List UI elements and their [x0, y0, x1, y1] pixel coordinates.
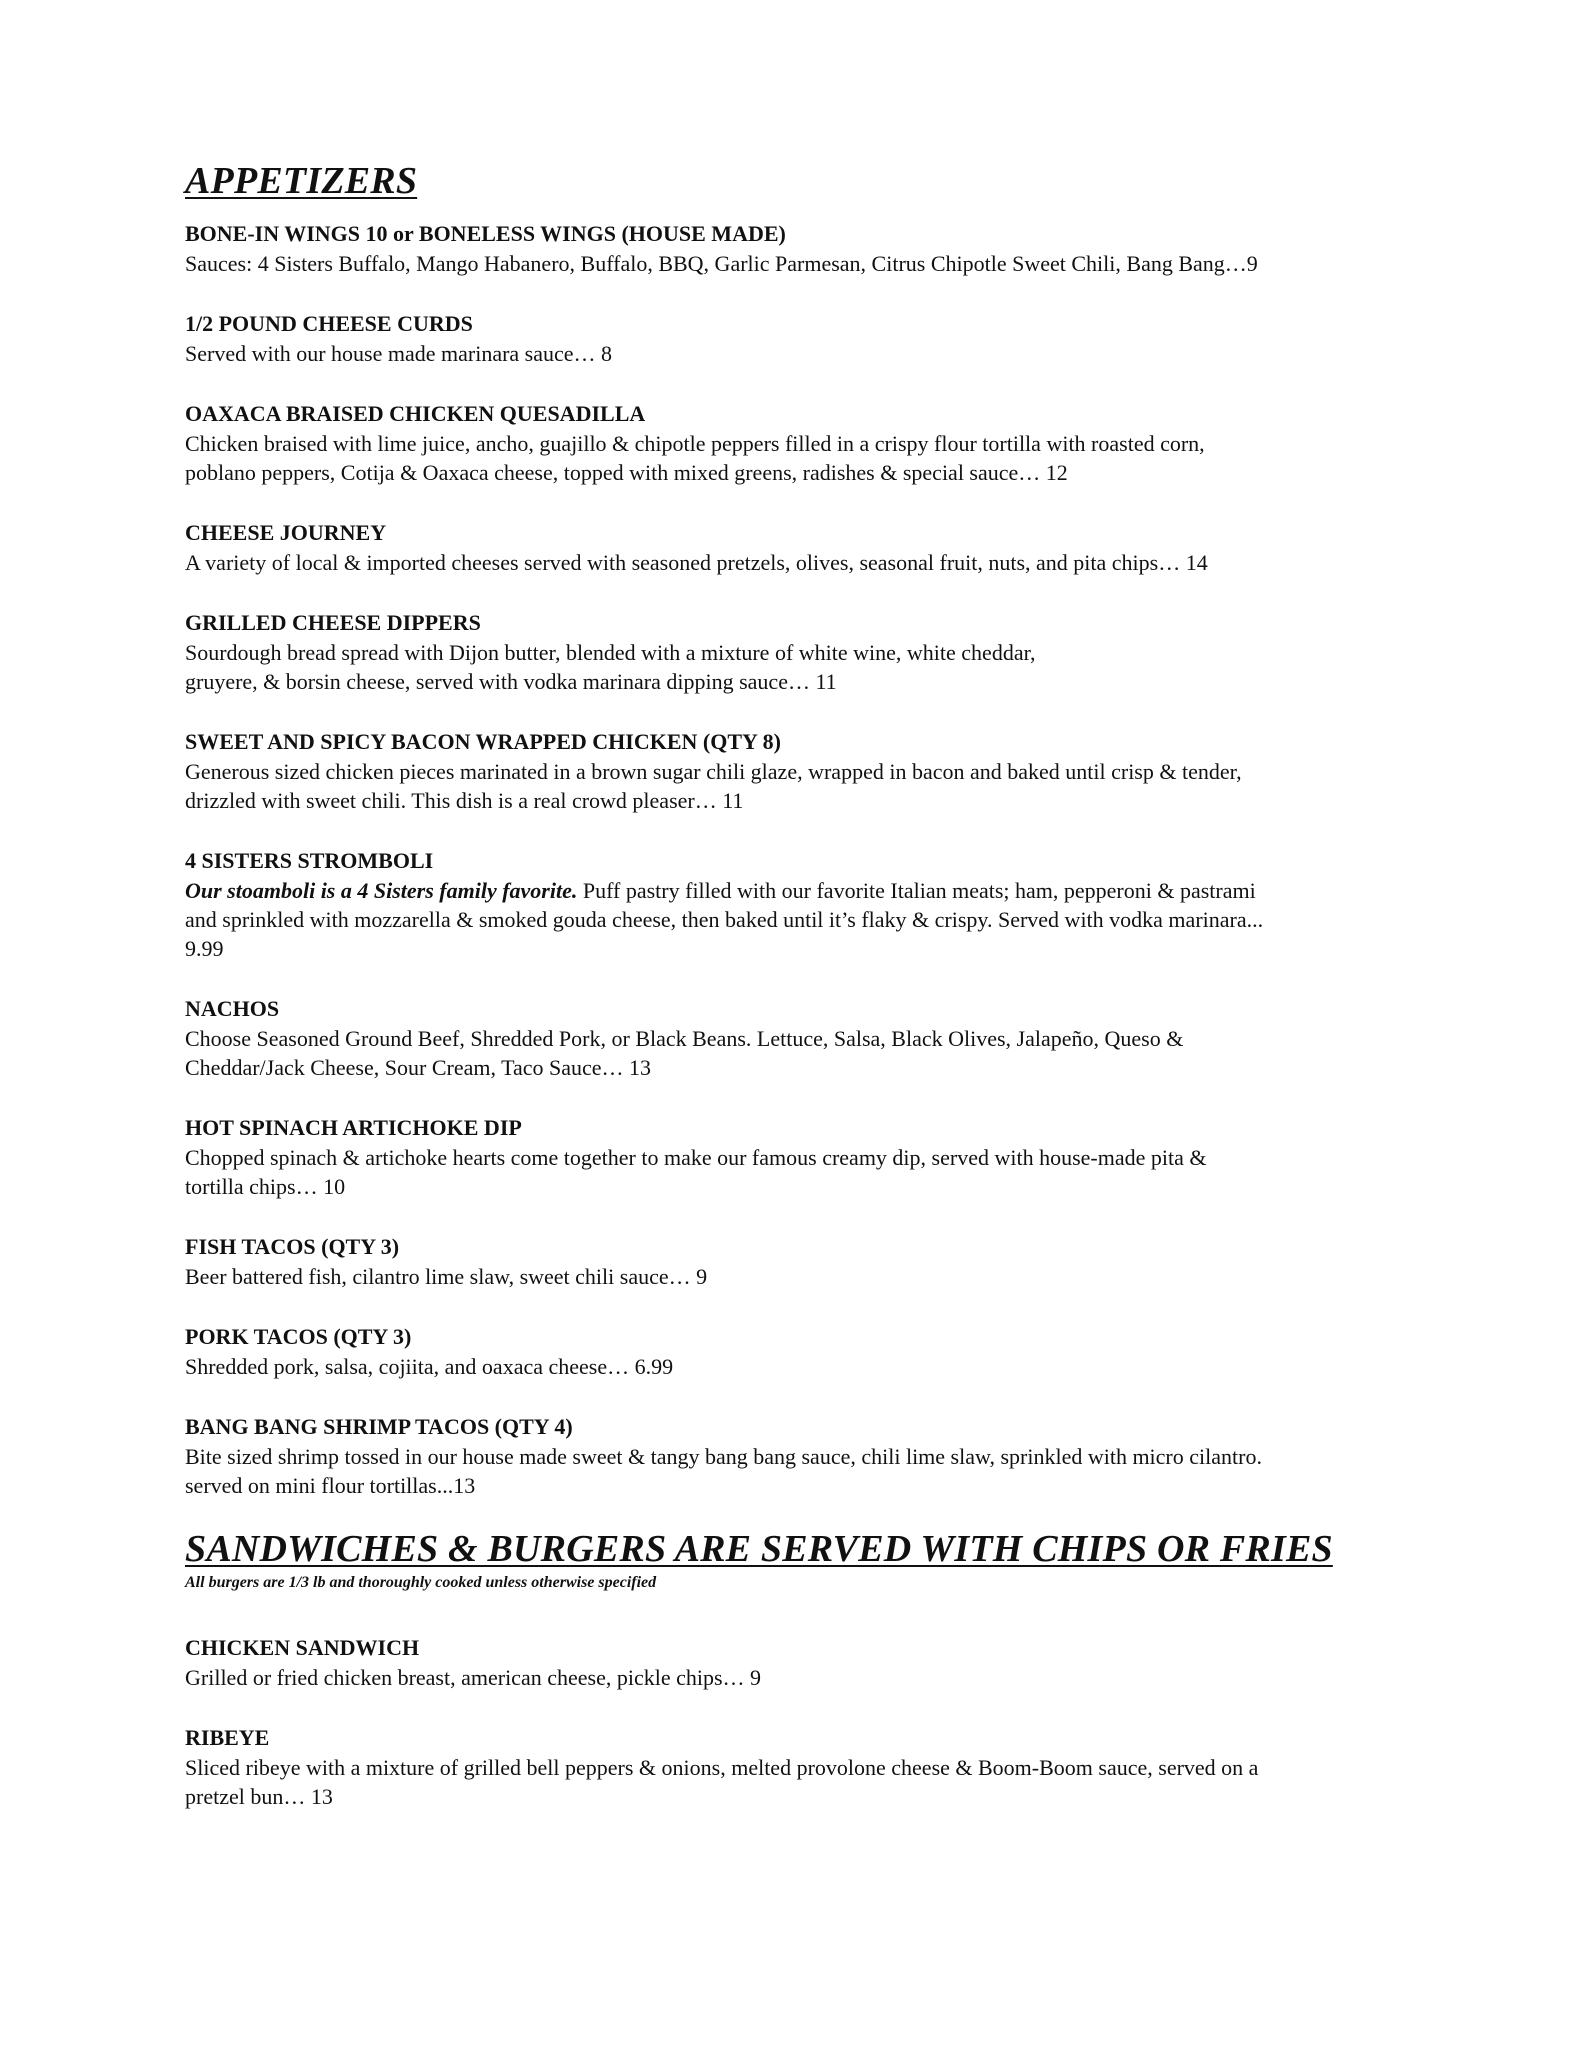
item-description: Sauces: 4 Sisters Buffalo, Mango Habanero, Buffalo, BBQ, Garlic Parmesan, Citrus Chipotle Sweet Chili, Bang Bang…9 [185, 251, 1258, 276]
item-name: 1/2 POUND CHEESE CURDS [185, 311, 473, 336]
menu-item-wings [185, 218, 1435, 278]
item-description: Beer battered fish, cilantro lime slaw, sweet chili sauce… 9 [185, 1264, 708, 1289]
item-name: NACHOS [185, 996, 280, 1021]
menu-item-chicken-sandwich [185, 1632, 1435, 1692]
item-description: Choose Seasoned Ground Beef, Shredded Pork, or Black Beans. Lettuce, Salsa, Black Olives, Jalapeño, Queso & Cheddar/Jack Cheese, Sour Cream, Taco Sauce… 13 [185, 1026, 1184, 1080]
menu-item-stromboli [185, 845, 1435, 963]
item-name: OAXACA BRAISED CHICKEN QUESADILLA [185, 401, 646, 426]
item-name: BANG BANG SHRIMP TACOS (QTY 4) [185, 1414, 573, 1439]
appetizers-heading: APPETIZERS [185, 160, 418, 202]
item-name: GRILLED CHEESE DIPPERS [185, 610, 481, 635]
item-description: A variety of local & imported cheeses served with seasoned pretzels, olives, seasonal fruit, nuts, and pita chips… 14 [185, 550, 1208, 575]
burger-note: All burgers are 1/3 lb and thoroughly cooked unless otherwise specified [185, 1574, 657, 1591]
item-description: Sourdough bread spread with Dijon butter, blended with a mixture of white wine, white cheddar, gruyere, & borsin cheese, served with vodka marinara dipping sauce… 11 [185, 640, 1036, 694]
menu-page [185, 158, 1435, 1841]
item-name: CHICKEN SANDWICH [185, 1635, 420, 1660]
item-name: BONE-IN WINGS 10 or BONELESS WINGS (HOUSE MADE) [185, 221, 786, 246]
menu-item-grilled-cheese-dippers [185, 607, 1435, 696]
menu-item-cheese-journey [185, 517, 1435, 577]
menu-item-fish-tacos [185, 1231, 1435, 1291]
item-description: Bite sized shrimp tossed in our house made sweet & tangy bang bang sauce, chili lime slaw, sprinkled with micro cilantro. served on mini flour tortillas...13 [185, 1444, 1262, 1498]
item-name: FISH TACOS (QTY 3) [185, 1234, 400, 1259]
item-description: Chicken braised with lime juice, ancho, guajillo & chipotle peppers filled in a crispy flour tortilla with roasted corn, poblano peppers, Cotija & Oaxaca cheese, topped with mixed greens, radishes & special sauce… 12 [185, 431, 1205, 485]
item-description: Served with our house made marinara sauce… 8 [185, 341, 613, 366]
item-description: Generous sized chicken pieces marinated in a brown sugar chili glaze, wrapped in bacon and baked until crisp & tender, drizzled with sweet chili. This dish is a real crowd pleaser… 11 [185, 759, 1242, 813]
item-lead-text: Our stoamboli is a 4 Sisters family favorite. [185, 878, 578, 903]
menu-item-pork-tacos [185, 1321, 1435, 1381]
menu-item-cheese-curds [185, 308, 1435, 368]
menu-item-spinach-dip [185, 1112, 1435, 1201]
item-description-text: Puff pastry filled with our favorite Italian meats; ham, pepperoni & pastrami and sprinkled with mozzarella & smoked gouda cheese, then baked until it’s flaky & crispy. Served with vodka marinara... 9.99 [185, 878, 1264, 961]
item-name: 4 SISTERS STROMBOLI [185, 848, 434, 873]
menu-item-quesadilla [185, 398, 1435, 487]
menu-item-bacon-wrapped-chicken [185, 726, 1435, 815]
menu-item-ribeye [185, 1722, 1435, 1811]
menu-item-shrimp-tacos [185, 1411, 1435, 1500]
item-name: CHEESE JOURNEY [185, 520, 387, 545]
sandwiches-list [185, 1632, 1435, 1811]
item-description: Grilled or fried chicken breast, american cheese, pickle chips… 9 [185, 1665, 762, 1690]
sandwiches-heading: SANDWICHES & BURGERS ARE SERVED WITH CHIPS OR FRIES [185, 1528, 1333, 1570]
item-name: SWEET AND SPICY BACON WRAPPED CHICKEN (QTY 8) [185, 729, 781, 754]
item-name: PORK TACOS (QTY 3) [185, 1324, 412, 1349]
item-description: Chopped spinach & artichoke hearts come together to make our famous creamy dip, served with house-made pita & tortilla chips… 10 [185, 1145, 1207, 1199]
item-name: HOT SPINACH ARTICHOKE DIP [185, 1115, 522, 1140]
item-description: Sliced ribeye with a mixture of grilled bell peppers & onions, melted provolone cheese & Boom-Boom sauce, served on a pretzel bun… 13 [185, 1755, 1259, 1809]
item-description: Shredded pork, salsa, cojiita, and oaxaca cheese… 6.99 [185, 1354, 674, 1379]
appetizers-list [185, 218, 1435, 1500]
menu-item-nachos [185, 993, 1435, 1082]
item-description [185, 876, 1435, 963]
item-name: RIBEYE [185, 1725, 270, 1750]
